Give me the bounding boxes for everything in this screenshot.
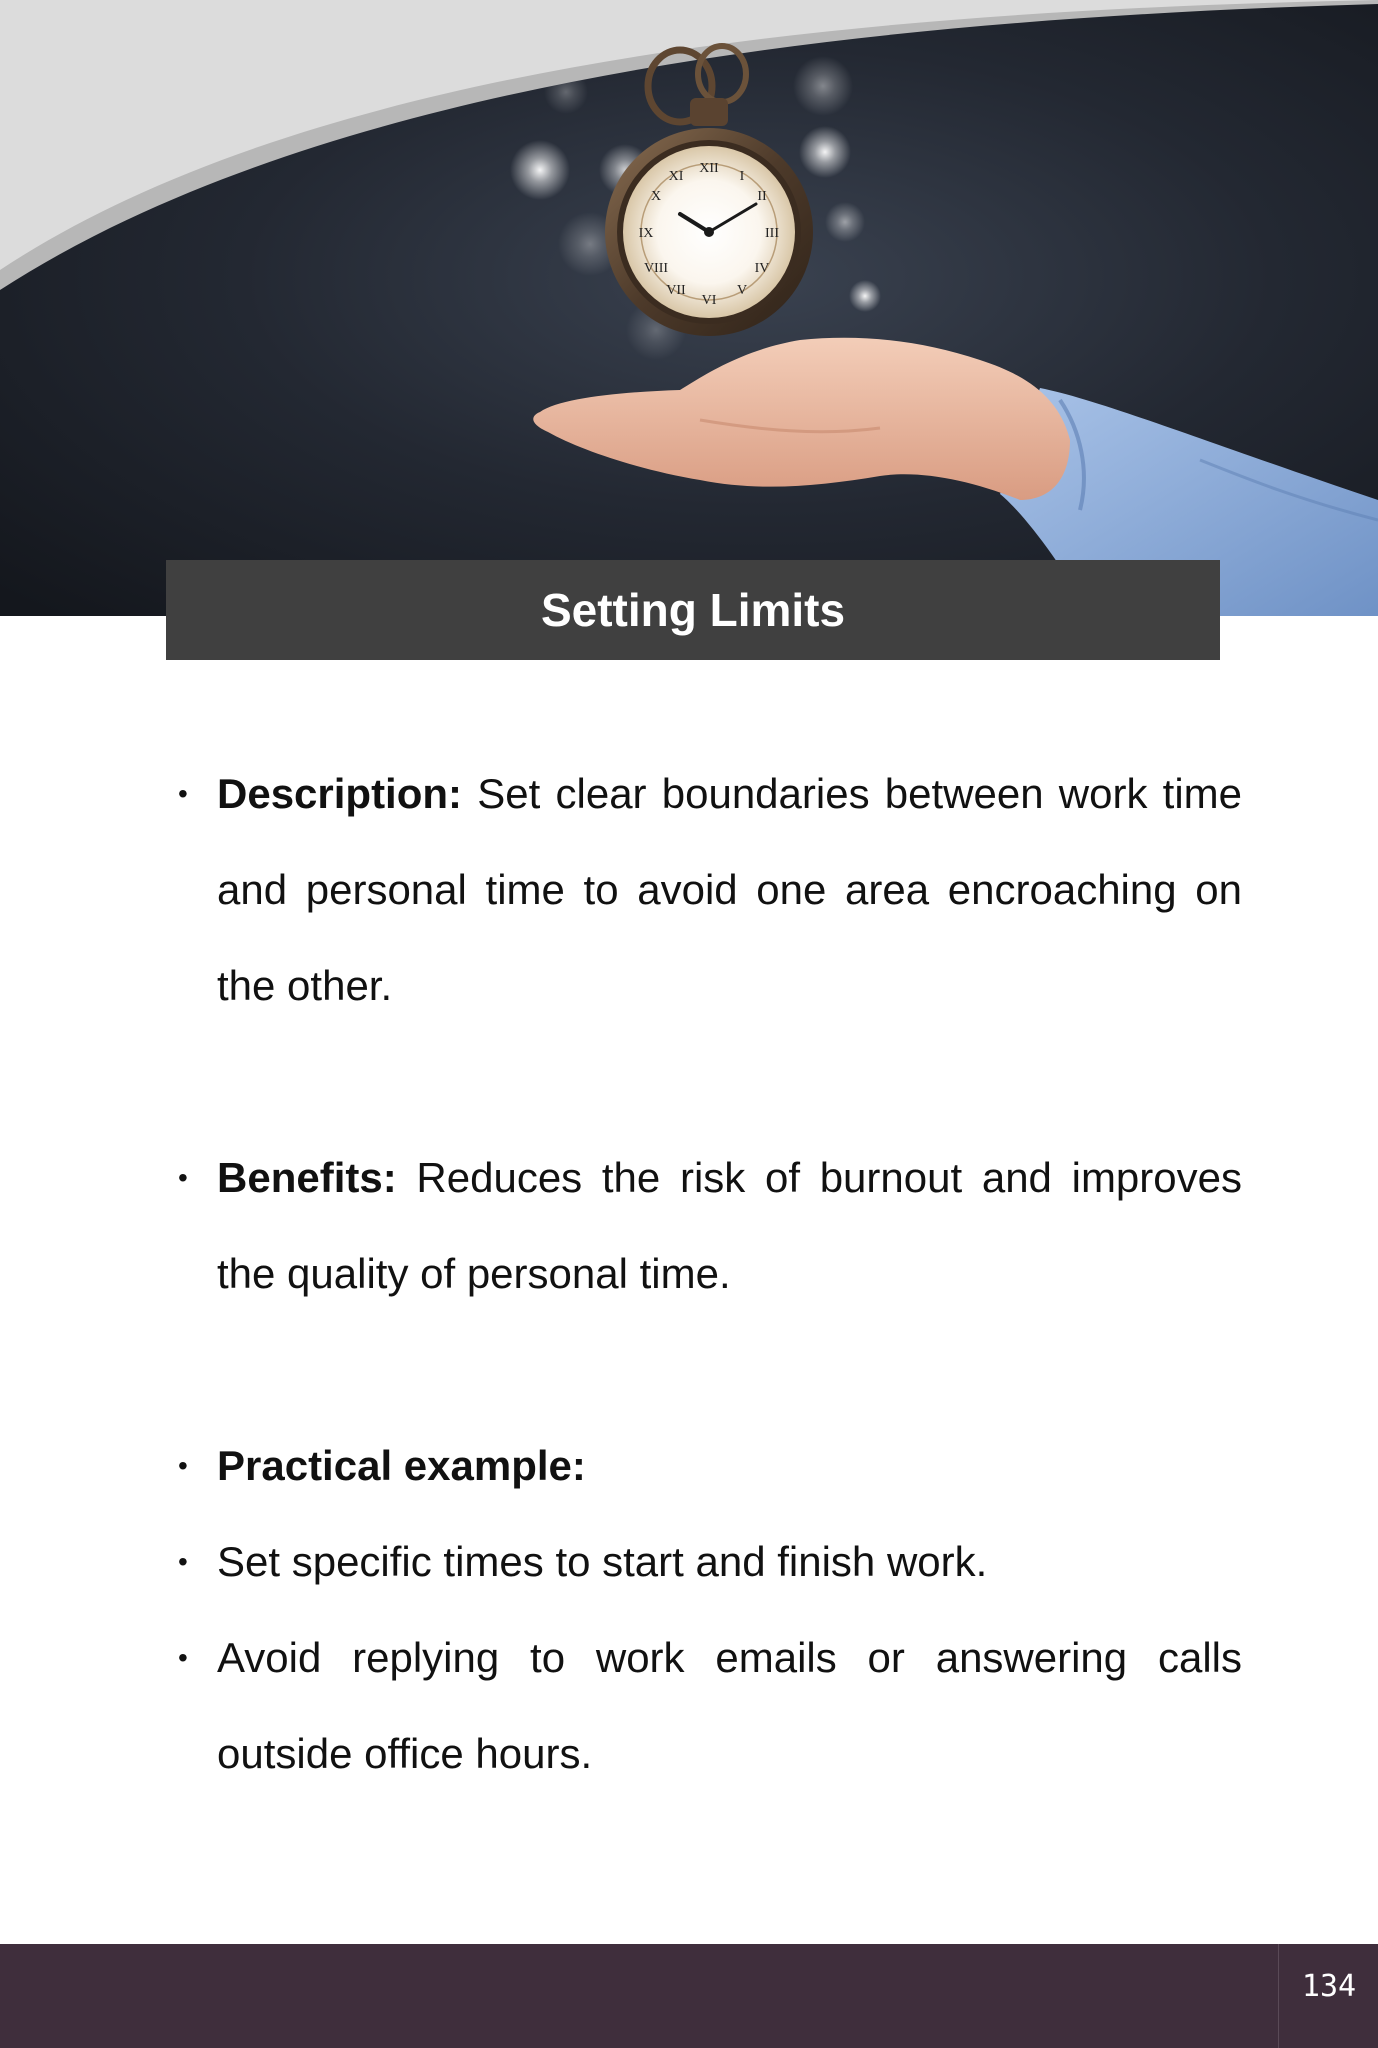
practical-label: Practical example: (217, 1442, 586, 1489)
list-item-description (178, 746, 1242, 1034)
page-title: Setting Limits (540, 584, 846, 636)
list-item-benefits (178, 1130, 1242, 1322)
svg-text:VIII: VIII (643, 261, 669, 276)
svg-text:XII: XII (699, 161, 719, 176)
svg-text:I: I (739, 169, 745, 184)
footer-divider (1278, 1944, 1279, 2048)
svg-text:II: II (757, 189, 767, 204)
svg-text:VI: VI (701, 293, 717, 308)
practical-item-text: Set specific times to start and finish work. (217, 1538, 988, 1585)
svg-text:V: V (736, 283, 748, 298)
list-item-practical-1 (178, 1514, 1242, 1610)
svg-text:XI: XI (668, 169, 684, 184)
title-bar (166, 560, 1220, 660)
content-list (178, 746, 1242, 1802)
footer-bar (0, 1944, 1378, 2048)
description-label: Description: (217, 770, 463, 817)
svg-text:VII: VII (666, 283, 686, 298)
description-text: Set clear boundaries between work time and personal time to avoid one area encroaching on the other. (217, 770, 1243, 1009)
svg-text:III: III (765, 226, 779, 241)
page-number: 134 (1301, 1968, 1357, 2004)
benefits-text: Reduces the risk of burnout and improves the quality of personal time. (217, 1154, 1242, 1297)
benefits-label: Benefits: (217, 1154, 397, 1201)
svg-text:X: X (650, 189, 662, 204)
practical-item-text: Avoid replying to work emails or answering calls outside office hours. (217, 1634, 1242, 1777)
hero-illustration (0, 0, 1378, 616)
svg-text:IX: IX (638, 226, 654, 241)
list-item-practical-2 (178, 1610, 1242, 1802)
svg-text:IV: IV (754, 261, 770, 276)
list-item-practical-heading (178, 1418, 1242, 1514)
